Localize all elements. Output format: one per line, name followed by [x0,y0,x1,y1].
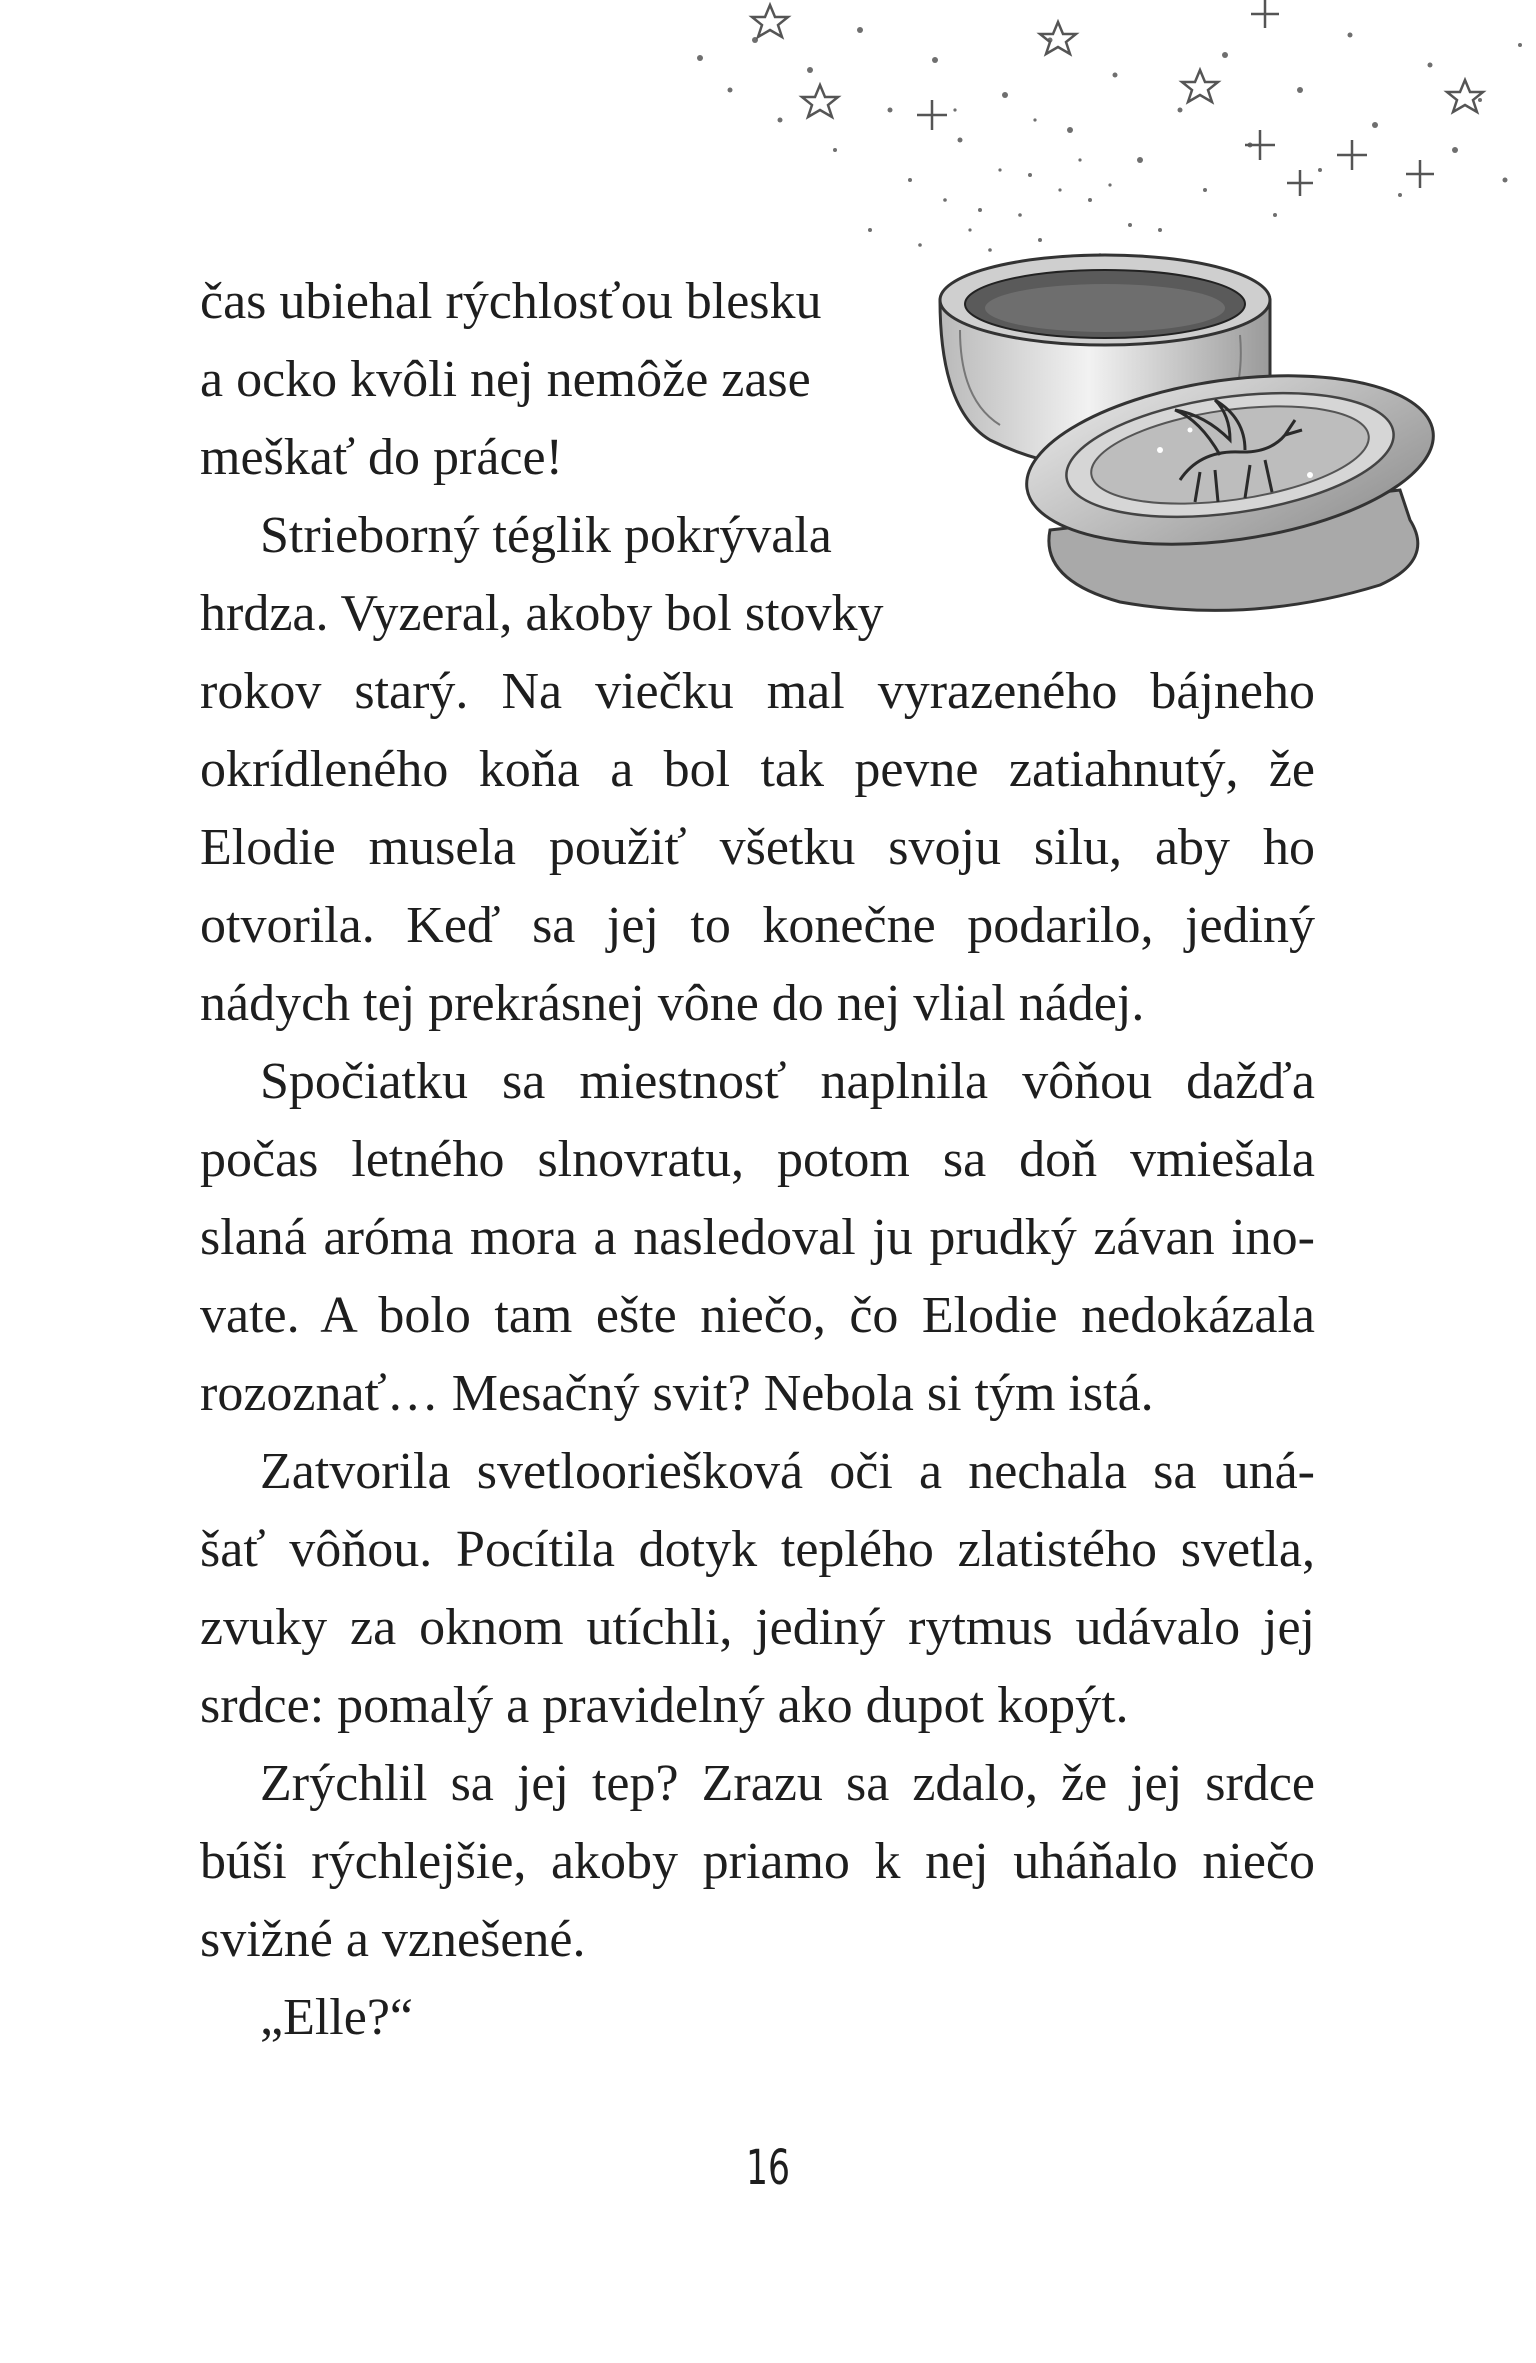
text-line: zvuky za oknom utíchli, jediný rytmus udávalo jej [200,1599,1315,1656]
text-line: nádych tej prekrásnej vône do nej vlial nádej. [200,975,1145,1032]
sparkles-illustration [660,0,1536,270]
text-line: okrídleného koňa a bol tak pevne zatiahnutý, že [200,741,1315,798]
text-line: Elodie musela použiť všetku svoju silu, aby ho [200,819,1315,876]
text-line: vate. A bolo tam ešte niečo, čo Elodie nedokázala [200,1287,1315,1344]
text-line: rokov starý. Na viečku mal vyrazeného bájneho [200,663,1315,720]
text-line: Zrýchlil sa jej tep? Zrazu sa zdalo, že jej srdce [260,1755,1315,1812]
text-line: čas ubiehal rýchlosťou blesku [200,273,822,330]
text-line: meškať do práce! [200,429,563,486]
page-number: 16 [746,2140,790,2196]
text-line: „Elle?“ [260,1989,413,2046]
text-line: búši rýchlejšie, akoby priamo k nej uháňalo niečo [200,1833,1315,1890]
text-line: otvorila. Keď sa jej to konečne podarilo, jediný [200,897,1315,954]
text-line: Spočiatku sa miestnosť naplnila vôňou dažďa [260,1053,1315,1110]
text-line: srdce: pomalý a pravidelný ako dupot kopýt. [200,1677,1129,1734]
text-line: počas letného slnovratu, potom sa doň vmiešala [200,1131,1315,1188]
text-line: Zatvorila svetlooriešková oči a nechala sa uná- [260,1443,1315,1500]
text-line: a ocko kvôli nej nemôže zase [200,351,811,408]
text-line: svižné a vznešené. [200,1911,586,1968]
silver-jar-illustration [900,240,1460,620]
text-line: hrdza. Vyzeral, akoby bol stovky [200,585,884,642]
text-line: Strieborný téglik pokrývala [260,507,832,564]
text-line: slaná aróma mora a nasledoval ju prudký závan ino- [200,1209,1315,1266]
text-line: rozoznať… Mesačný svit? Nebola si tým istá. [200,1365,1154,1422]
text-line: šať vôňou. Pocítila dotyk teplého zlatistého svetla, [200,1521,1315,1578]
